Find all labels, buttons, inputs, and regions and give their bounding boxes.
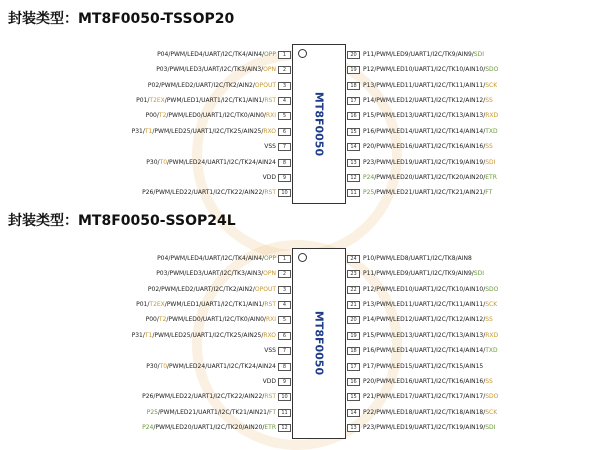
pin-label	[263, 378, 276, 386]
pin-label-part: P11/PWM/LED9/UART1/I2C/TK9/AIN9/	[363, 270, 474, 278]
pin-label-part: P04/PWM/LED4/UART/I2C/TK4/AIN4/	[157, 254, 265, 262]
pin-label-part: P25	[363, 189, 375, 197]
pin-number: 16	[347, 378, 360, 386]
pin-label-part: P02/PWM/LED2/UART/I2C/TK2/AIN2/	[147, 81, 255, 89]
pin-label-part: P23/PWM/LED19/UART1/I2C/TK19/AIN19/	[363, 424, 486, 432]
pin-label-part: P03/PWM/LED3/UART/I2C/TK3/AIN3/	[156, 66, 264, 74]
pin-label	[363, 174, 497, 182]
pin-label-part: RXD	[485, 331, 499, 339]
pin-label-part: RXI	[265, 112, 276, 120]
pin-label-part: P00/	[145, 112, 159, 120]
pin-number: 1	[278, 255, 291, 263]
pin-label	[363, 316, 493, 324]
pin-label	[142, 393, 276, 401]
pin-label-part: /PWM/LED0/UART1/I2C/TK0/AIN0/	[166, 112, 266, 120]
pin-label	[363, 286, 498, 294]
pin-label-part: SCK	[485, 300, 498, 308]
pin-label	[157, 51, 276, 59]
pin-label-part: P10/PWM/LED8/UART1/I2C/TK8/AIN8	[363, 254, 472, 262]
pin-label-part: P16/PWM/LED14/UART1/I2C/TK14/AIN14/	[363, 127, 486, 135]
pin-label-part: P30/	[146, 362, 160, 370]
pin-label	[146, 316, 276, 324]
pin-label-part: SDI	[473, 50, 484, 58]
pin-label	[142, 189, 276, 197]
pin-label-part: RXO	[263, 331, 276, 339]
pin-label	[363, 393, 498, 401]
pin-label-part: /PWM/LED0/UART1/I2C/TK0/AIN0/	[166, 316, 266, 324]
pin-label	[363, 409, 497, 417]
chip-name: MT8F0050	[312, 311, 326, 376]
pin-number: 20	[347, 316, 360, 324]
pin-label-part: /PWM/LED24/UART1/I2C/TK24/AIN24	[167, 362, 276, 370]
pin-number: 11	[278, 409, 291, 417]
pin-label	[264, 347, 276, 355]
pin-label	[132, 128, 276, 136]
pin1-notch-icon	[298, 253, 307, 262]
pin-label-part: P13/PWM/LED11/UART1/I2C/TK11/AIN11/	[363, 300, 486, 308]
pin-label-part: SS	[485, 316, 493, 324]
pin-label-part: P21/PWM/LED17/UART1/I2C/TK17/AIN17/	[363, 393, 486, 401]
pin-label-part: OPP	[264, 50, 276, 58]
pin-label-part: P26/PWM/LED22/UART1/I2C/TK22/AIN22/	[142, 393, 265, 401]
pin-label-part: P00/	[145, 316, 159, 324]
pin-label	[263, 174, 276, 182]
pin-label-part: P12/PWM/LED10/UART1/I2C/TK10/AIN10/	[363, 285, 486, 293]
pin-number: 18	[347, 82, 360, 90]
pin-label-part: P26/PWM/LED22/UART1/I2C/TK22/AIN22/	[142, 189, 265, 197]
pin-label-part: P01/	[136, 96, 150, 104]
pin-label-part: P24	[363, 173, 375, 181]
pin-number: 7	[278, 347, 291, 355]
pin-number: 19	[347, 66, 360, 74]
pin-number: 23	[347, 270, 360, 278]
pin-number: 9	[278, 174, 291, 182]
pin-label-part: OPN	[263, 66, 276, 74]
chip-body	[292, 248, 346, 439]
pin-label-part: /PWM/LED25/UART1/I2C/TK25/AIN25/	[152, 127, 264, 135]
pin-label-part: SCK	[485, 408, 498, 416]
pin-label-part: OPN	[263, 270, 276, 278]
pin-label	[146, 112, 276, 120]
pin-number: 3	[278, 286, 291, 294]
pin-label	[363, 189, 492, 197]
pin-label	[132, 332, 276, 340]
pin-label-part: SS	[485, 143, 493, 151]
pin-number: 1	[278, 51, 291, 59]
pin-label-part: TXD	[485, 127, 498, 135]
pin-label-part: /PWM/LED21/UART1/I2C/TK21/AIN21/	[374, 189, 486, 197]
package-title: 封装类型：MT8F0050-SSOP24L	[8, 213, 236, 229]
pin-label-part: VSS	[264, 347, 276, 355]
pin-label-part: RST	[264, 300, 276, 308]
pin-label-part: P16/PWM/LED14/UART1/I2C/TK14/AIN14/	[363, 347, 486, 355]
pin-number: 5	[278, 316, 291, 324]
pin-number: 13	[347, 424, 360, 432]
pin-number: 4	[278, 97, 291, 105]
pin-label	[363, 270, 484, 278]
pin-label	[363, 66, 498, 74]
pin-label	[147, 409, 276, 417]
pin-label-part: TXD	[485, 347, 498, 355]
pin-number: 6	[278, 332, 291, 340]
pin-label-part: P03/PWM/LED3/UART/I2C/TK3/AIN3/	[156, 270, 264, 278]
pin-label	[363, 301, 497, 309]
pin-label	[142, 424, 276, 432]
pin-label-part: ETR	[264, 424, 276, 432]
pin-label	[148, 286, 276, 294]
pin-label-part: SS	[485, 377, 493, 385]
pin-label	[146, 159, 276, 167]
pin-label	[363, 378, 493, 386]
pin-label-part: P22/PWM/LED18/UART1/I2C/TK18/AIN18/	[363, 408, 486, 416]
pin-number: 8	[278, 159, 291, 167]
pin-number: 4	[278, 301, 291, 309]
pin-number: 20	[347, 51, 360, 59]
pin-label-part: P25	[146, 408, 158, 416]
pin-label-part: SDI	[485, 424, 496, 432]
pin-label-part: RST	[264, 393, 276, 401]
pin-label-part: /PWM/LED25/UART1/I2C/TK25/AIN25/	[152, 331, 264, 339]
pin-number: 9	[278, 378, 291, 386]
pin-label	[363, 332, 498, 340]
pin-label-part: /PWM/LED1/UART1/I2C/TK1/AIN1/	[164, 300, 265, 308]
pin-label-part: P31/	[131, 127, 145, 135]
pin-label-part: P12/PWM/LED10/UART1/I2C/TK10/AIN10/	[363, 66, 486, 74]
pin-number: 2	[278, 66, 291, 74]
pin-label-part: P20/PWM/LED16/UART1/I2C/TK16/AIN16/	[363, 377, 486, 385]
pin-label	[363, 128, 498, 136]
pin-label-part: P15/PWM/LED13/UART1/I2C/TK13/AIN13/	[363, 331, 486, 339]
pin-label-part: P14/PWM/LED12/UART1/I2C/TK12/AIN12/	[363, 96, 486, 104]
pin-label-part: RST	[264, 96, 276, 104]
pin-number: 5	[278, 112, 291, 120]
pin-label-part: P20/PWM/LED16/UART1/I2C/TK16/AIN16/	[363, 143, 486, 151]
pin-label-part: T2	[158, 316, 167, 324]
pin-label-part: VSS	[264, 143, 276, 151]
pin-label-part: ETR	[485, 173, 497, 181]
pin-label	[363, 82, 497, 90]
pin-number: 15	[347, 393, 360, 401]
pin-label-part: VDD	[262, 173, 276, 181]
pin-label-part: /PWM/LED1/UART1/I2C/TK1/AIN1/	[164, 96, 265, 104]
pin-label-part: P23/PWM/LED19/UART1/I2C/TK19/AIN19/	[363, 158, 486, 166]
pin-label-part: SDO	[485, 393, 499, 401]
pin-label-part: SCK	[485, 81, 498, 89]
pin-label-part: P30/	[146, 158, 160, 166]
pin-label	[363, 424, 495, 432]
pin-number: 3	[278, 82, 291, 90]
pin-label-part: /PWM/LED20/UART1/I2C/TK20/AIN20/	[153, 424, 265, 432]
pin-label-part: P15/PWM/LED13/UART1/I2C/TK13/AIN13/	[363, 112, 486, 120]
pin-label	[264, 143, 276, 151]
pin-number: 14	[347, 143, 360, 151]
pin-label	[363, 347, 498, 355]
pin-label-part: RXD	[485, 112, 499, 120]
pin-label	[363, 363, 483, 371]
pin-label-part: T1	[144, 127, 153, 135]
pin-label-part: P31/	[131, 331, 145, 339]
pin-number: 18	[347, 347, 360, 355]
pin-number: 19	[347, 332, 360, 340]
pin-label-part: T2EX	[149, 300, 165, 308]
pin-number: 11	[347, 189, 360, 197]
pin-label	[363, 255, 472, 263]
pin-label-part: T2EX	[149, 96, 165, 104]
pin-label	[363, 51, 484, 59]
pin-number: 10	[278, 393, 291, 401]
pin-number: 7	[278, 143, 291, 151]
pin-label-part: OPOUT	[254, 81, 276, 89]
pin-label	[148, 82, 276, 90]
pin-label-part: SDI	[485, 158, 496, 166]
pin-label	[136, 301, 276, 309]
pin-label	[157, 255, 276, 263]
pin-label-part: RST	[264, 189, 276, 197]
pin-number: 12	[278, 424, 291, 432]
pin-label-part: P04/PWM/LED4/UART/I2C/TK4/AIN4/	[157, 50, 265, 58]
package-title: 封装类型：MT8F0050-TSSOP20	[8, 11, 235, 27]
pin-number: 8	[278, 363, 291, 371]
pin-label-part: T0	[159, 158, 168, 166]
pin-label	[363, 112, 498, 120]
pin-label	[363, 159, 495, 167]
pin-number: 13	[347, 159, 360, 167]
chip-body	[292, 44, 346, 204]
pin-label-part: P14/PWM/LED12/UART1/I2C/TK12/AIN12/	[363, 316, 486, 324]
pin-number: 17	[347, 97, 360, 105]
pin-number: 24	[347, 255, 360, 263]
pin-label-part: SDI	[473, 270, 484, 278]
pin-label-part: P02/PWM/LED2/UART/I2C/TK2/AIN2/	[147, 285, 255, 293]
pin-number: 10	[278, 189, 291, 197]
pin-label-part: P11/PWM/LED9/UART1/I2C/TK9/AIN9/	[363, 50, 474, 58]
pin-label-part: P13/PWM/LED11/UART1/I2C/TK11/AIN11/	[363, 81, 486, 89]
pin-number: 14	[347, 409, 360, 417]
pin-label-part: SS	[485, 96, 493, 104]
pin-number: 15	[347, 128, 360, 136]
pin-label-part: P24	[142, 424, 154, 432]
pin-label	[136, 97, 276, 105]
pin-label-part: FT	[268, 408, 276, 416]
pin-label-part: T2	[158, 112, 167, 120]
pin-label-part: RXO	[263, 127, 276, 135]
pin1-notch-icon	[298, 49, 307, 58]
pin-number: 17	[347, 363, 360, 371]
pin-number: 21	[347, 301, 360, 309]
pin-label	[363, 97, 493, 105]
pin-label-part: P17/PWM/LED15/UART1/I2C/TK15/AIN15	[363, 362, 484, 370]
pin-label-part: OPP	[264, 254, 276, 262]
pin-label-part: SDO	[485, 66, 499, 74]
pin-label	[363, 143, 493, 151]
pin-number: 16	[347, 112, 360, 120]
pin-number: 6	[278, 128, 291, 136]
pin-label-part: /PWM/LED24/UART1/I2C/TK24/AIN24	[167, 158, 276, 166]
pin-label-part: VDD	[262, 377, 276, 385]
pin-label-part: RXI	[265, 316, 276, 324]
pin-number: 22	[347, 286, 360, 294]
pin-label-part: T0	[159, 362, 168, 370]
pin-label	[156, 66, 276, 74]
chip-name: MT8F0050	[312, 91, 326, 157]
pin-label	[146, 363, 276, 371]
pin-label-part: SDO	[485, 285, 499, 293]
pin-label-part: FT	[485, 189, 493, 197]
pin-number: 12	[347, 174, 360, 182]
pin-number: 2	[278, 270, 291, 278]
pin-label	[156, 270, 276, 278]
pin-label-part: /PWM/LED21/UART1/I2C/TK21/AIN21/	[157, 408, 269, 416]
pin-label-part: T1	[144, 331, 153, 339]
pin-label-part: /PWM/LED20/UART1/I2C/TK20/AIN20/	[374, 173, 486, 181]
pin-label-part: OPOUT	[254, 285, 276, 293]
pin-label-part: P01/	[136, 300, 150, 308]
